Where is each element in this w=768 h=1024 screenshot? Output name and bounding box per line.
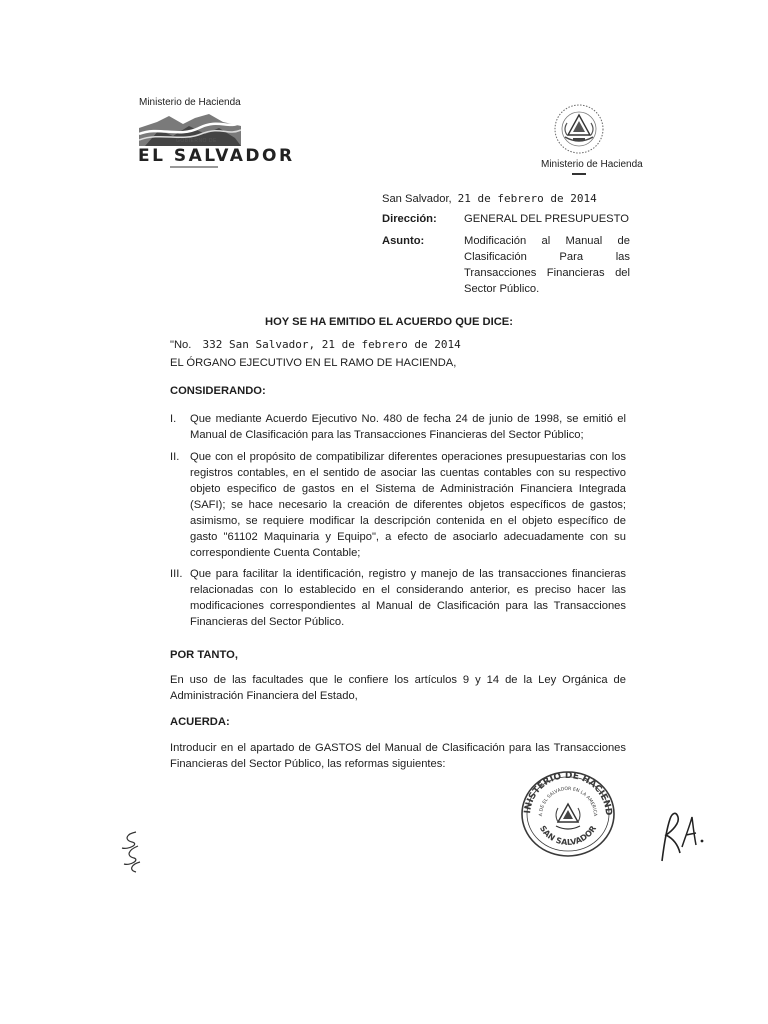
svg-text:SAN SALVADOR — [538, 824, 598, 847]
item-number: I. — [170, 413, 177, 425]
stamp-bottom-text: SAN SALVADOR — [537, 824, 599, 847]
considerando-item-1 — [170, 411, 626, 443]
acuerdo-prefix: "No. — [170, 339, 192, 351]
acuerdo-line — [170, 337, 461, 353]
date-row — [382, 191, 597, 207]
acuerda-title: ACUERDA: — [170, 716, 230, 728]
stamp-seal-icon — [518, 768, 618, 860]
acuerda-text: Introducir en el apartado de GASTOS del Manual de Clasificación para las Transacciones Financieras del Sector Público, las reformas siguientes: — [170, 742, 626, 770]
stamp-outer-text: INISTERIO DE HACIEND — [523, 770, 614, 817]
direccion-label: Dirección: — [382, 213, 437, 225]
item-number: II. — [170, 451, 180, 463]
brand-underline — [170, 166, 218, 168]
organo-line: EL ÓRGANO EJECUTIVO EN EL RAMO DE HACIENDA, — [170, 357, 457, 369]
direccion-row — [382, 211, 629, 227]
brand-small-text: GOBIERNO DE — [176, 138, 217, 144]
stamp-inner-text: A DE EL SALVADOR EN LA AMERICA — [538, 786, 598, 817]
item-text: Que para facilitar la identificación, registro y manejo de las transacciones financieras relacionadas con lo establecido en el considerando anterior, es preciso hacer las modificaciones correspondientes al Manual de Clasificación para las Transacciones Financieras del Sector Público. — [190, 568, 626, 628]
seal-caption-rule — [572, 173, 586, 175]
por-tanto-title: POR TANTO, — [170, 649, 238, 661]
brand-el-salvador: EL SALVADOR — [138, 146, 295, 166]
item-number: III. — [170, 568, 183, 580]
seal-caption: Ministerio de Hacienda — [541, 159, 643, 170]
coat-of-arms-icon — [553, 103, 605, 155]
item-text: Que con el propósito de compatibilizar diferentes operaciones presupuestarias con los registros contables, en el sentido de asociar las cuentas contables con su respectivo objeto especifico de gastos en el Sistema de Administración Financiera Integrada (SAFI); se hace necesario la creación de diferentes objetos específicos de gastos; asimismo, se requiere modificar la descripción contenida en el objeto específico de gasto "61102 Maquinaria y Equipo", a efecto de asociarlo adecuadamente con su correspondiente Cuenta Contable; — [190, 451, 626, 559]
handwritten-signature — [652, 805, 708, 865]
asunto-label: Asunto: — [382, 235, 425, 247]
considerando-item-3 — [170, 566, 626, 630]
document-headline: HOY SE HA EMITIDO EL ACUERDO QUE DICE: — [264, 316, 513, 328]
official-stamp — [518, 768, 618, 860]
date-value: 21 de febrero de 2014 — [457, 192, 597, 205]
ministry-top-label: Ministerio de Hacienda — [139, 97, 241, 108]
place-label: San Salvador, — [382, 193, 452, 205]
por-tanto-text: En uso de las facultades que le confiere los artículos 9 y 14 de la Ley Orgánica de Administración Financiera del Estado, — [170, 674, 626, 702]
handwritten-initials-left — [114, 828, 148, 874]
direccion-value: GENERAL DEL PRESUPUESTO — [464, 213, 629, 225]
considerando-item-2 — [170, 449, 626, 561]
asunto-value: Modificación al Manual de Clasificación Para las Transacciones Financieras del Sector Público. — [464, 235, 630, 295]
considerando-title: CONSIDERANDO: — [170, 385, 266, 397]
asunto-row — [382, 233, 464, 249]
item-text: Que mediante Acuerdo Ejecutivo No. 480 de fecha 24 de junio de 1998, se emitió el Manual de Clasificación para las Transacciones Financieras del Sector Público; — [190, 413, 626, 441]
acuerdo-number: 332 San Salvador, 21 de febrero de 2014 — [202, 338, 461, 351]
